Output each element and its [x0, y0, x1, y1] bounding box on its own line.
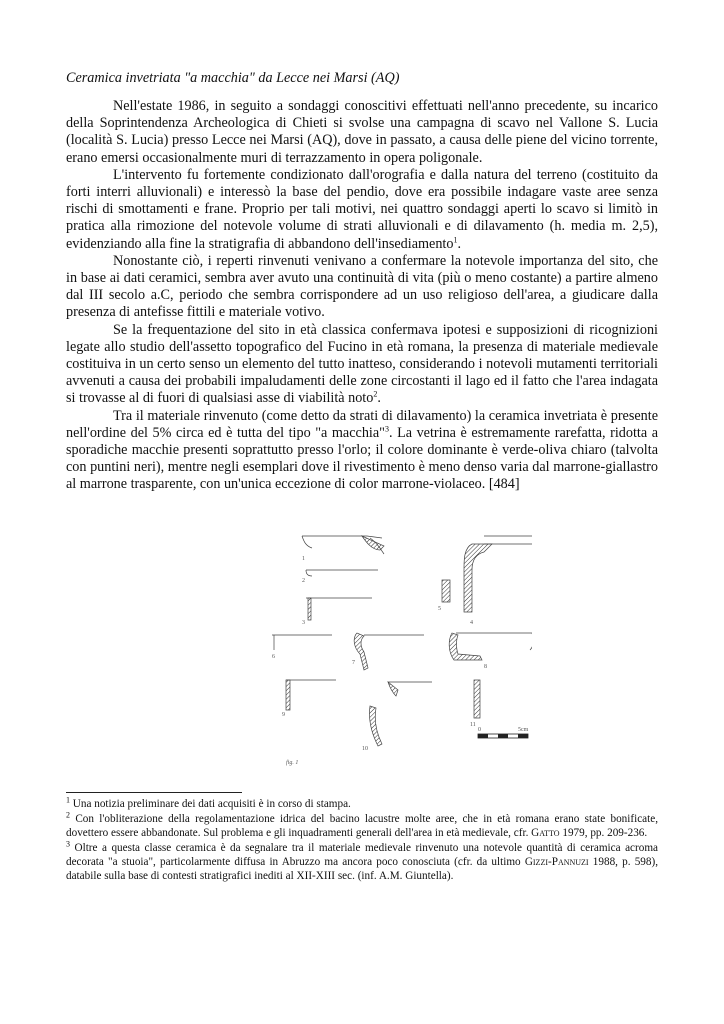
- paragraph-2: [66, 167, 658, 253]
- figure-label-7: 7: [352, 660, 355, 666]
- paragraph-5: [66, 408, 658, 494]
- footnote-2: [66, 812, 658, 840]
- footnote-2-author: Gatto: [531, 827, 560, 839]
- footnote-1-text: Una notizia preliminare dei dati acquisiti è in corso di stampa.: [72, 798, 351, 810]
- figure-label-1: 1: [302, 556, 305, 562]
- figure-caption: fig. 1: [286, 760, 299, 766]
- figure-label-2: 2: [302, 578, 305, 584]
- pottery-profiles-svg: [202, 520, 532, 770]
- paragraph-2-text: L'intervento fu fortemente condizionato dall'orografia e dalla natura del terreno (costituito da forti interri alluvionali) e interessò la base del pendio, dove era possibile indagare vaste aree senza rischi di smottamenti e frane. Proprio per tali motivi, nei quattro sondaggi aperti lo scavo si limitò in pratica alla rimozione del notevole volume di strati alluvionali e di dilavamento (h. media m. 2,5), evidenziando alla fine la stratigrafia di abbandono dell'insediamento: [66, 166, 658, 252]
- figure-label-5: 5: [438, 606, 441, 612]
- paragraph-1: [66, 98, 658, 167]
- figure-label-10: 10: [362, 746, 368, 752]
- figure-label-4: 4: [470, 620, 473, 626]
- paragraph-4-end: .: [377, 390, 381, 407]
- paragraph-4: [66, 322, 658, 408]
- paragraph-4-text: Se la frequentazione del sito in età classica confermava ipotesi e supposizioni di ricognizioni legate allo studio dell'assetto topografico del Fucino in età romana, la presenza di materiale medievale costituiva in un certo senso un elemento del tutto inatteso, considerando i notevoli mutamenti territoriali avvenuti a causa dei probabili impaludamenti delle zone circostanti il lago ed il fatto che l'area indagata si trovasse al di fuori di qualsiasi asse di viabilità noto: [66, 321, 658, 407]
- paragraph-3: [66, 253, 658, 322]
- footnote-3-author: Gizzi-Pannuzi: [524, 856, 589, 868]
- figure-label-3: 3: [302, 620, 305, 626]
- scale-label-start: 0: [478, 727, 481, 733]
- footnote-3-citation: 1988, p. 598), databile sulla base di contesti stratigrafici inediti al XII-XIII sec. (inf. A.M. Giuntella).: [66, 856, 659, 882]
- footnote-3-number: 3: [66, 839, 70, 849]
- footnote-ref-2[interactable]: 2: [373, 389, 378, 399]
- paragraph-3-text: Nonostante ciò, i reperti rinvenuti venivano a confermare la notevole importanza del sito, che in base ai dati ceramici, sembra aver avuto una continuità di vita (più o meno costante) a partire almeno dal III secolo a.C, periodo che sembra corrispondere ad un uso religioso dell'area, a giudicare dalla presenza di antefisse fittili e materiale votivo.: [66, 252, 658, 321]
- scale-bar: [478, 727, 529, 738]
- paragraph-1-text: Nell'estate 1986, in seguito a sondaggi conoscitivi effettuati nell'anno precedente, su incarico della Soprintendenza Archeologica di Chieti si svolse una campagna di scavo nel Vallone S. Lucia (località S. Lucia) presso Lecce nei Marsi (AQ), dove in passato, a causa delle piene del vicino torrente, erano emersi occasionalmente muri di terrazzamento in opera poligonale.: [66, 98, 658, 166]
- paragraph-5-end: . La vetrina è estremamente rarefatta, ridotta a sporadiche macchie presenti soprattutto presso l'orlo; il colore dominante è verde-oliva chiaro (talvolta con puntini neri), mentre negli esemplari dove il rivestimento è meno denso varia dal marrone-giallastro al marrone trasparente, con un'unica eccezione di color marrone-violaceo. [484]: [66, 424, 658, 493]
- footnote-2-text: Con l'obliterazione della regolamentazione idrica del bacino lacustre molte aree, che in età romana erano state bonificate, dovettero essere abbandonate. Sul problema e gli inquadramenti generali dell'area in età medievale, cfr.: [66, 813, 658, 839]
- paragraph-2-end: .: [457, 235, 461, 252]
- footnote-2-citation: 1979, pp. 209-236.: [559, 827, 648, 839]
- figure-label-11: 11: [470, 722, 476, 728]
- footnote-2-number: 2: [66, 810, 70, 820]
- figure-label-6: 6: [272, 654, 275, 660]
- footnote-ref-1[interactable]: 1: [453, 234, 458, 244]
- document-body: [66, 98, 658, 494]
- footnote-1-number: 1: [66, 795, 70, 805]
- scale-label-end: 5cm: [518, 727, 529, 733]
- paragraph-5-text: Tra il materiale rinvenuto (come detto da strati di dilavamento) la ceramica invetriata è presente nell'ordine del 5% circa ed è tutta del tipo "a macchia": [66, 407, 658, 441]
- footnote-separator: [66, 792, 242, 793]
- footnote-ref-3[interactable]: 3: [384, 424, 389, 434]
- document-title: Ceramica invetriata "a macchia" da Lecce nei Marsi (AQ): [66, 70, 400, 86]
- figure-label-8: 8: [484, 664, 487, 670]
- footnote-1: [66, 797, 658, 811]
- footnotes: [66, 797, 658, 884]
- figure-label-9: 9: [282, 712, 285, 718]
- footnote-3: [66, 841, 658, 883]
- footnote-3-text: Oltre a questa classe ceramica è da segnalare tra il materiale medievale rinvenuto una notevole quantità di ceramica acroma decorata "a stuoia", particolarmente diffusa in Abruzzo ma ancora poco conosciuta (cfr. da ultimo: [66, 842, 658, 868]
- pottery-drawings-figure: [202, 520, 532, 770]
